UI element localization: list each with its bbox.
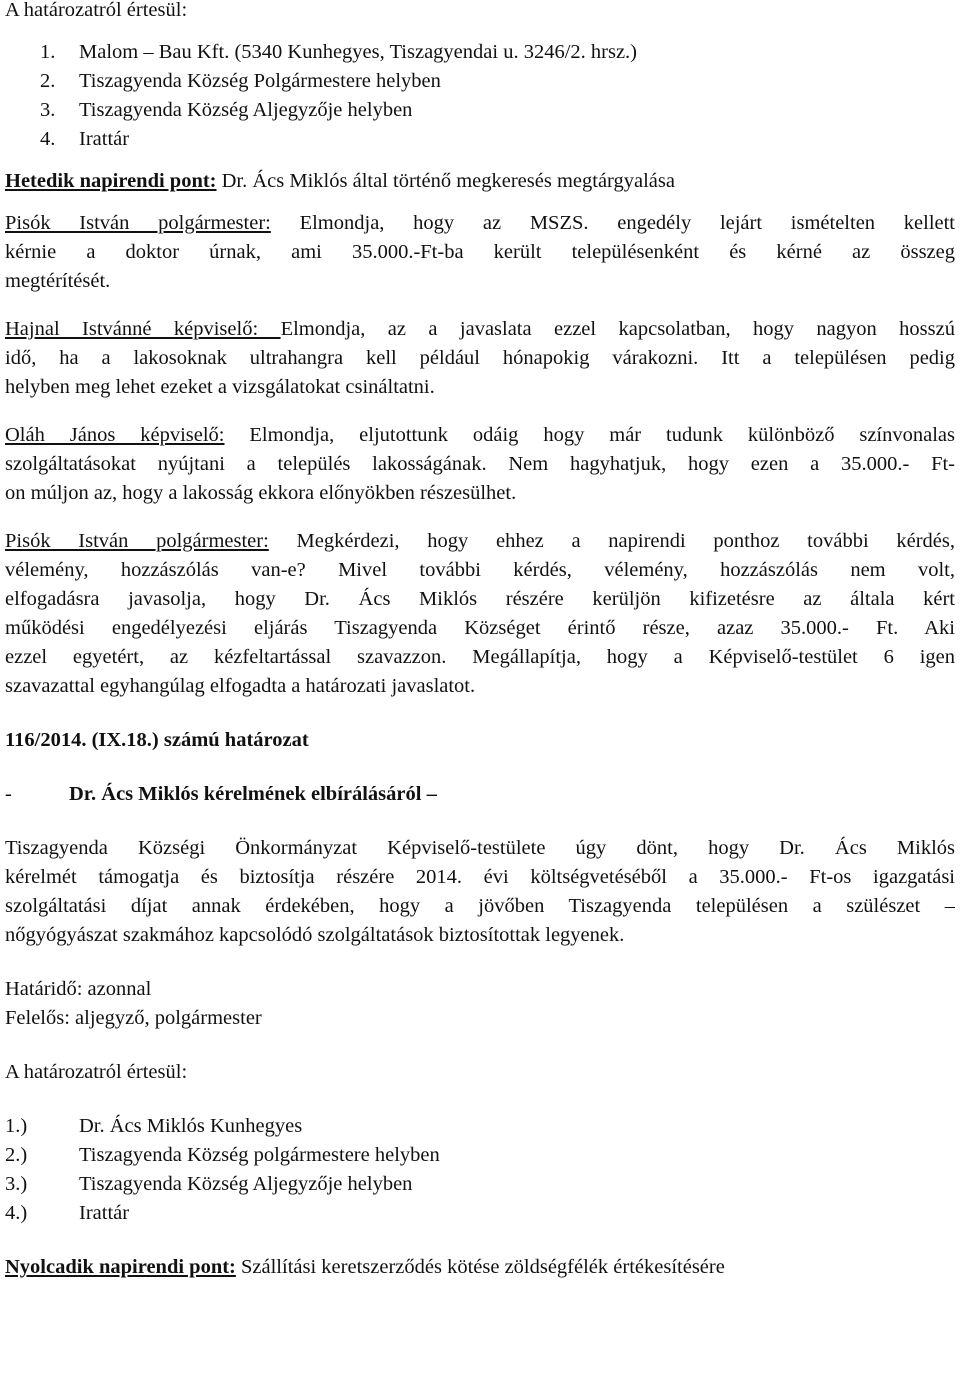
agenda-7-label: Hetedik napirendi pont: [5, 170, 217, 192]
notify2-item-3: 3.) Tiszagyenda Község Aljegyzője helyben [5, 1173, 413, 1195]
notify2-item-1: 1.) Dr. Ács Miklós Kunhegyes [5, 1115, 303, 1137]
notify-item-4: 4. Irattár [40, 128, 130, 150]
speaker-name: Pisók István polgármester: [5, 212, 271, 234]
agenda-7-title: Dr. Ács Miklós által történő megkeresés megtárgyalása [216, 170, 675, 192]
notify-item-2: 2. Tiszagyenda Község Polgármestere helyben [40, 70, 441, 92]
notify-heading-2: A határozatról értesül: [5, 1061, 188, 1083]
agenda-item-7 [5, 167, 955, 196]
notify-item-3: 3. Tiszagyenda Község Aljegyzője helyben [40, 99, 413, 121]
agenda-8-label: Nyolcadik napirendi pont: [5, 1256, 236, 1278]
deadline: Határidő: azonnal [5, 978, 152, 1000]
resolution-number: 116/2014. (IX.18.) számú határozat [5, 729, 309, 751]
responsible: Felelős: aljegyző, polgármester [5, 1007, 262, 1029]
paragraph-mayor-1: Pisók István polgármester: Elmondja, hogy az MSZS. engedély lejárt ismételten kellett kérnie a doktor úrnak, ami 35.000.-Ft-ba került településenként és kérné az összeg megtérítését. [5, 212, 955, 292]
notify-heading-1: A határozatról értesül: [5, 0, 188, 21]
speaker-name: Hajnal Istvánné képviselő: [5, 318, 281, 340]
paragraph-mayor-2: Pisók István polgármester: Megkérdezi, hogy ehhez a napirendi ponthoz további kérdés, vélemény, hozzászólás van-e? Mivel további kérdés, vélemény, hozzászólás nem volt, elfogadásra javasolja, hogy Dr. Ács Miklós részére kerüljön kifizetésre az általa kért működési engedélyezési eljárás Tiszagyenda Községet érintő része, azaz 35.000.- Ft. Aki ezzel egyetért, az kézfeltartással szavazzon. Megállapítja, hogy a Képviselő-testület 6 igen szavazattal egyhangúlag elfogadta a határozati javaslatot. [5, 530, 955, 697]
paragraph-hajnal: Hajnal Istvánné képviselő: Elmondja, az a javaslata ezzel kapcsolatban, hogy nagyon hosszú idő, ha a lakosoknak ultrahangra kell például hónapokig várakozni. Itt a településen pedig helyben meg lehet ezeket a vizsgálatokat csináltatni. [5, 318, 955, 398]
paragraph-olah: Oláh János képviselő: Elmondja, eljutottunk odáig hogy már tudunk különböző színvonalas szolgáltatásokat nyújtani a település lakosságának. Nem hagyhatjuk, hogy ezen a 35.000.- Ft- on múljon az, hogy a lakosság ekkora előnyökben részesülhet. [5, 424, 955, 504]
agenda-item-8 [5, 1253, 955, 1282]
resolution-subject: - Dr. Ács Miklós kérelmének elbírálásáról – [5, 783, 437, 805]
speaker-name: Pisók István polgármester: [5, 530, 269, 552]
agenda-8-title: Szállítási keretszerződés kötése zöldségfélék értékesítésére [235, 1256, 725, 1278]
notify-item-1: 1. Malom – Bau Kft. (5340 Kunhegyes, Tiszagyendai u. 3246/2. hrsz.) [40, 41, 637, 63]
speaker-name: Oláh János képviselő: [5, 424, 225, 446]
notify2-item-2: 2.) Tiszagyenda Község polgármestere helyben [5, 1144, 440, 1166]
notify2-item-4: 4.) Irattár [5, 1202, 130, 1224]
resolution-body: Tiszagyenda Községi Önkormányzat Képviselő-testülete úgy dönt, hogy Dr. Ács Miklós kérelmét támogatja és biztosítja részére 2014. évi költségvetéséből a 35.000.- Ft-os igazgatási szolgáltatási díjat annak érdekében, hogy a jövőben Tiszagyenda településen a szülészet – nőgyógyászat szakmához kapcsolódó szolgáltatások biztosítottak legyenek. [5, 837, 955, 946]
document-page [5, 0, 955, 1282]
